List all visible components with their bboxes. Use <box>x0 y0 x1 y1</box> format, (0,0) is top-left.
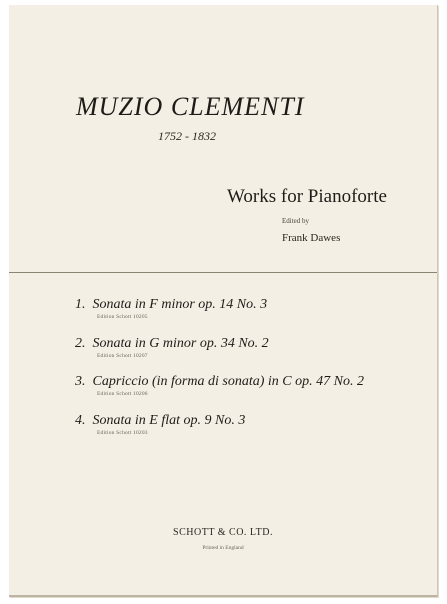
printed-in-label: Printed in England <box>202 545 244 551</box>
work-edition: Edition Schott 10203 <box>97 430 148 436</box>
work-number: 4. <box>75 413 86 428</box>
composer-dates: 1752 - 1832 <box>158 129 216 143</box>
work-title: Sonata in E flat op. 9 No. 3 <box>92 413 246 428</box>
collection-title: Works for Pianoforte <box>227 186 387 207</box>
edited-by-label: Edited by <box>282 217 310 225</box>
work-edition: Edition Schott 10207 <box>97 353 148 359</box>
score-cover <box>9 5 438 597</box>
work-title: Sonata in G minor op. 34 No. 2 <box>92 336 269 351</box>
work-number: 1. <box>75 297 86 312</box>
work-edition: Edition Schott 10206 <box>97 391 148 397</box>
work-item <box>75 336 269 359</box>
work-edition: Edition Schott 10205 <box>97 314 148 320</box>
composer-name: MUZIO CLEMENTI <box>76 92 305 121</box>
work-item <box>75 297 267 320</box>
publisher-name: SCHOTT & CO. LTD. <box>173 527 273 538</box>
work-number: 3. <box>75 374 86 389</box>
divider-line <box>9 272 437 273</box>
work-title: Capriccio (in forma di sonata) in C op. 47 No. 2 <box>92 374 364 389</box>
editor-name: Frank Dawes <box>282 232 341 244</box>
work-item <box>75 413 245 436</box>
work-title: Sonata in F minor op. 14 No. 3 <box>92 297 268 312</box>
work-item <box>75 374 364 397</box>
work-number: 2. <box>75 336 86 351</box>
